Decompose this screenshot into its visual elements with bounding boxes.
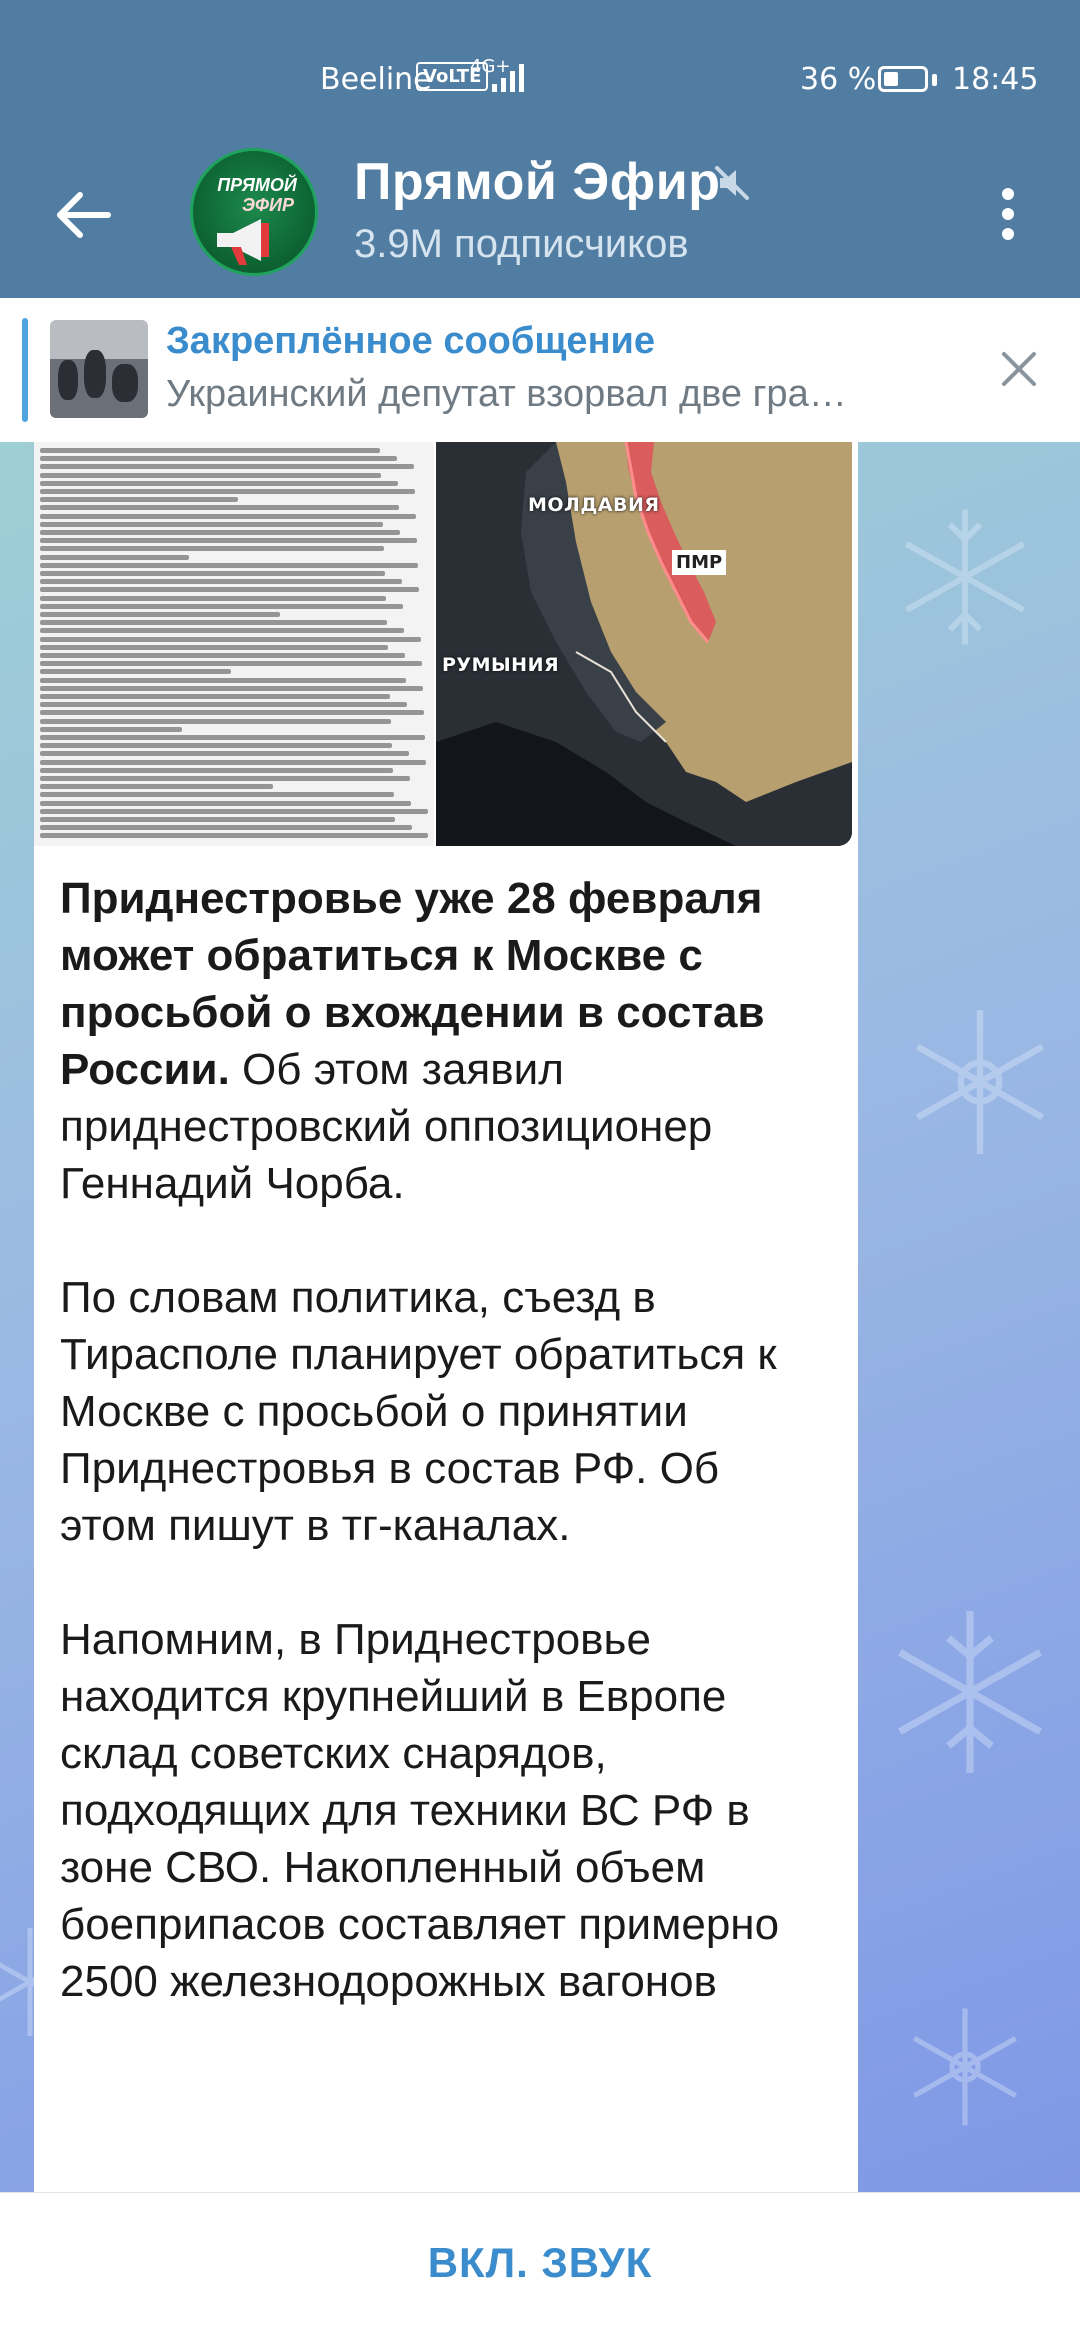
document-text-line	[40, 620, 387, 625]
snowflake-icon	[900, 2002, 1030, 2132]
document-text-line	[40, 555, 189, 560]
close-icon[interactable]	[998, 348, 1040, 390]
document-text-line	[40, 514, 416, 519]
pinned-preview-text: Украинский депутат взорвал две гра…	[166, 373, 847, 415]
channel-title[interactable]: Прямой Эфир	[354, 153, 721, 211]
post-image-map[interactable]	[436, 442, 852, 846]
document-text-line	[40, 735, 425, 740]
battery-icon	[878, 66, 928, 92]
document-text-line	[40, 563, 418, 568]
document-text-line	[40, 727, 182, 732]
subscriber-count: 3.9M подписчиков	[354, 222, 689, 266]
megaphone-icon	[211, 213, 281, 267]
document-text-line	[40, 719, 391, 724]
network-type: 4G+	[470, 56, 511, 77]
avatar-text-line2: ЭФИР	[242, 195, 294, 215]
document-text-line	[40, 628, 404, 633]
document-text-line	[40, 702, 407, 707]
unmute-button[interactable]: ВКЛ. ЗВУК	[427, 2239, 653, 2286]
carrier-label: Beeline	[320, 62, 432, 97]
battery-fill	[884, 72, 898, 86]
document-text-line	[40, 612, 280, 617]
map-label-moldova: МОЛДАВИЯ	[528, 494, 660, 516]
snowflake-icon	[900, 1002, 1060, 1162]
volte-badge: VoLTE	[416, 62, 488, 91]
document-text-line	[40, 489, 415, 494]
snowflake-icon	[880, 1602, 1060, 1782]
document-text-line	[40, 497, 238, 502]
document-text-line	[40, 645, 388, 650]
document-text-line	[40, 661, 422, 666]
battery-tip	[932, 74, 937, 86]
document-text-line	[40, 505, 399, 510]
post-headline: Приднестровье уже 28 февраля может обратиться к Москве с просьбой о вхождении в состав России.	[60, 874, 765, 1094]
post-paragraph-1	[60, 870, 820, 1212]
post-paragraph-2: По словам политика, съезд в Тирасполе планирует обратиться к Москве с просьбой о принятии Приднестровья в состав РФ. Об этом пишут в тг-каналах.	[60, 1273, 777, 1550]
document-text-line	[40, 686, 423, 691]
document-text-line	[40, 571, 385, 576]
status-bar	[0, 0, 1080, 160]
document-text-line	[40, 833, 428, 838]
avatar-text-line1: ПРЯМОЙ	[217, 175, 297, 195]
document-text-line	[40, 587, 419, 592]
app-header	[0, 0, 1080, 298]
pinned-thumbnail	[50, 320, 148, 418]
document-text-line	[40, 801, 411, 806]
pinned-message-bar[interactable]	[0, 298, 1080, 443]
bottom-bar	[0, 2192, 1080, 2341]
document-text-line	[40, 481, 398, 486]
document-text-line	[40, 760, 426, 765]
document-text-line	[40, 743, 392, 748]
post-paragraph-1-rest: Об этом заявил приднестровский оппозиционер Геннадий Чорба.	[60, 1045, 713, 1208]
document-text-line	[40, 768, 393, 773]
document-text-line	[40, 809, 428, 814]
document-text-line	[40, 776, 410, 781]
document-text-line	[40, 637, 421, 642]
battery-percent: 36 %	[800, 62, 877, 97]
map-label-pmr: ПМР	[672, 550, 726, 575]
document-text-line	[40, 579, 402, 584]
document-text-line	[40, 784, 273, 789]
document-text-line	[40, 448, 380, 453]
document-text-line	[40, 530, 400, 535]
clock: 18:45	[952, 62, 1039, 97]
document-text-line	[40, 792, 394, 797]
document-text-line	[40, 538, 417, 543]
post-paragraph-3: Напомним, в Приднестровье находится крупнейший в Европе склад советских снарядов, подходящих для техники ВС РФ в зоне СВО. Накопленный объем боеприпасов составляет примерно 2500 железнодорожных вагонов	[60, 1615, 780, 2006]
pinned-indicator	[22, 318, 28, 422]
map-label-romania: РУМЫНИЯ	[442, 654, 560, 676]
document-text-line	[40, 694, 390, 699]
document-text-line	[40, 817, 395, 822]
document-text-line	[40, 456, 397, 461]
document-text-line	[40, 473, 381, 478]
document-text-line	[40, 604, 403, 609]
document-text-line	[40, 710, 424, 715]
muted-speaker-icon	[712, 163, 752, 203]
document-text-line	[40, 678, 406, 683]
document-text-line	[40, 546, 384, 551]
back-arrow-icon[interactable]	[48, 180, 118, 250]
document-text-line	[40, 825, 412, 830]
document-text-line	[40, 464, 414, 469]
document-text-line	[40, 653, 405, 658]
channel-avatar[interactable]	[190, 148, 318, 276]
document-text-line	[40, 751, 409, 756]
more-options-icon[interactable]	[990, 180, 1026, 250]
post-text	[60, 870, 820, 2067]
document-text-line	[40, 522, 383, 527]
snowflake-icon	[890, 502, 1040, 652]
signal-icon	[492, 62, 526, 92]
document-text-line	[40, 669, 231, 674]
pinned-title: Закреплённое сообщение	[166, 320, 656, 362]
post-image-document[interactable]	[34, 442, 434, 846]
document-text-line	[40, 596, 386, 601]
